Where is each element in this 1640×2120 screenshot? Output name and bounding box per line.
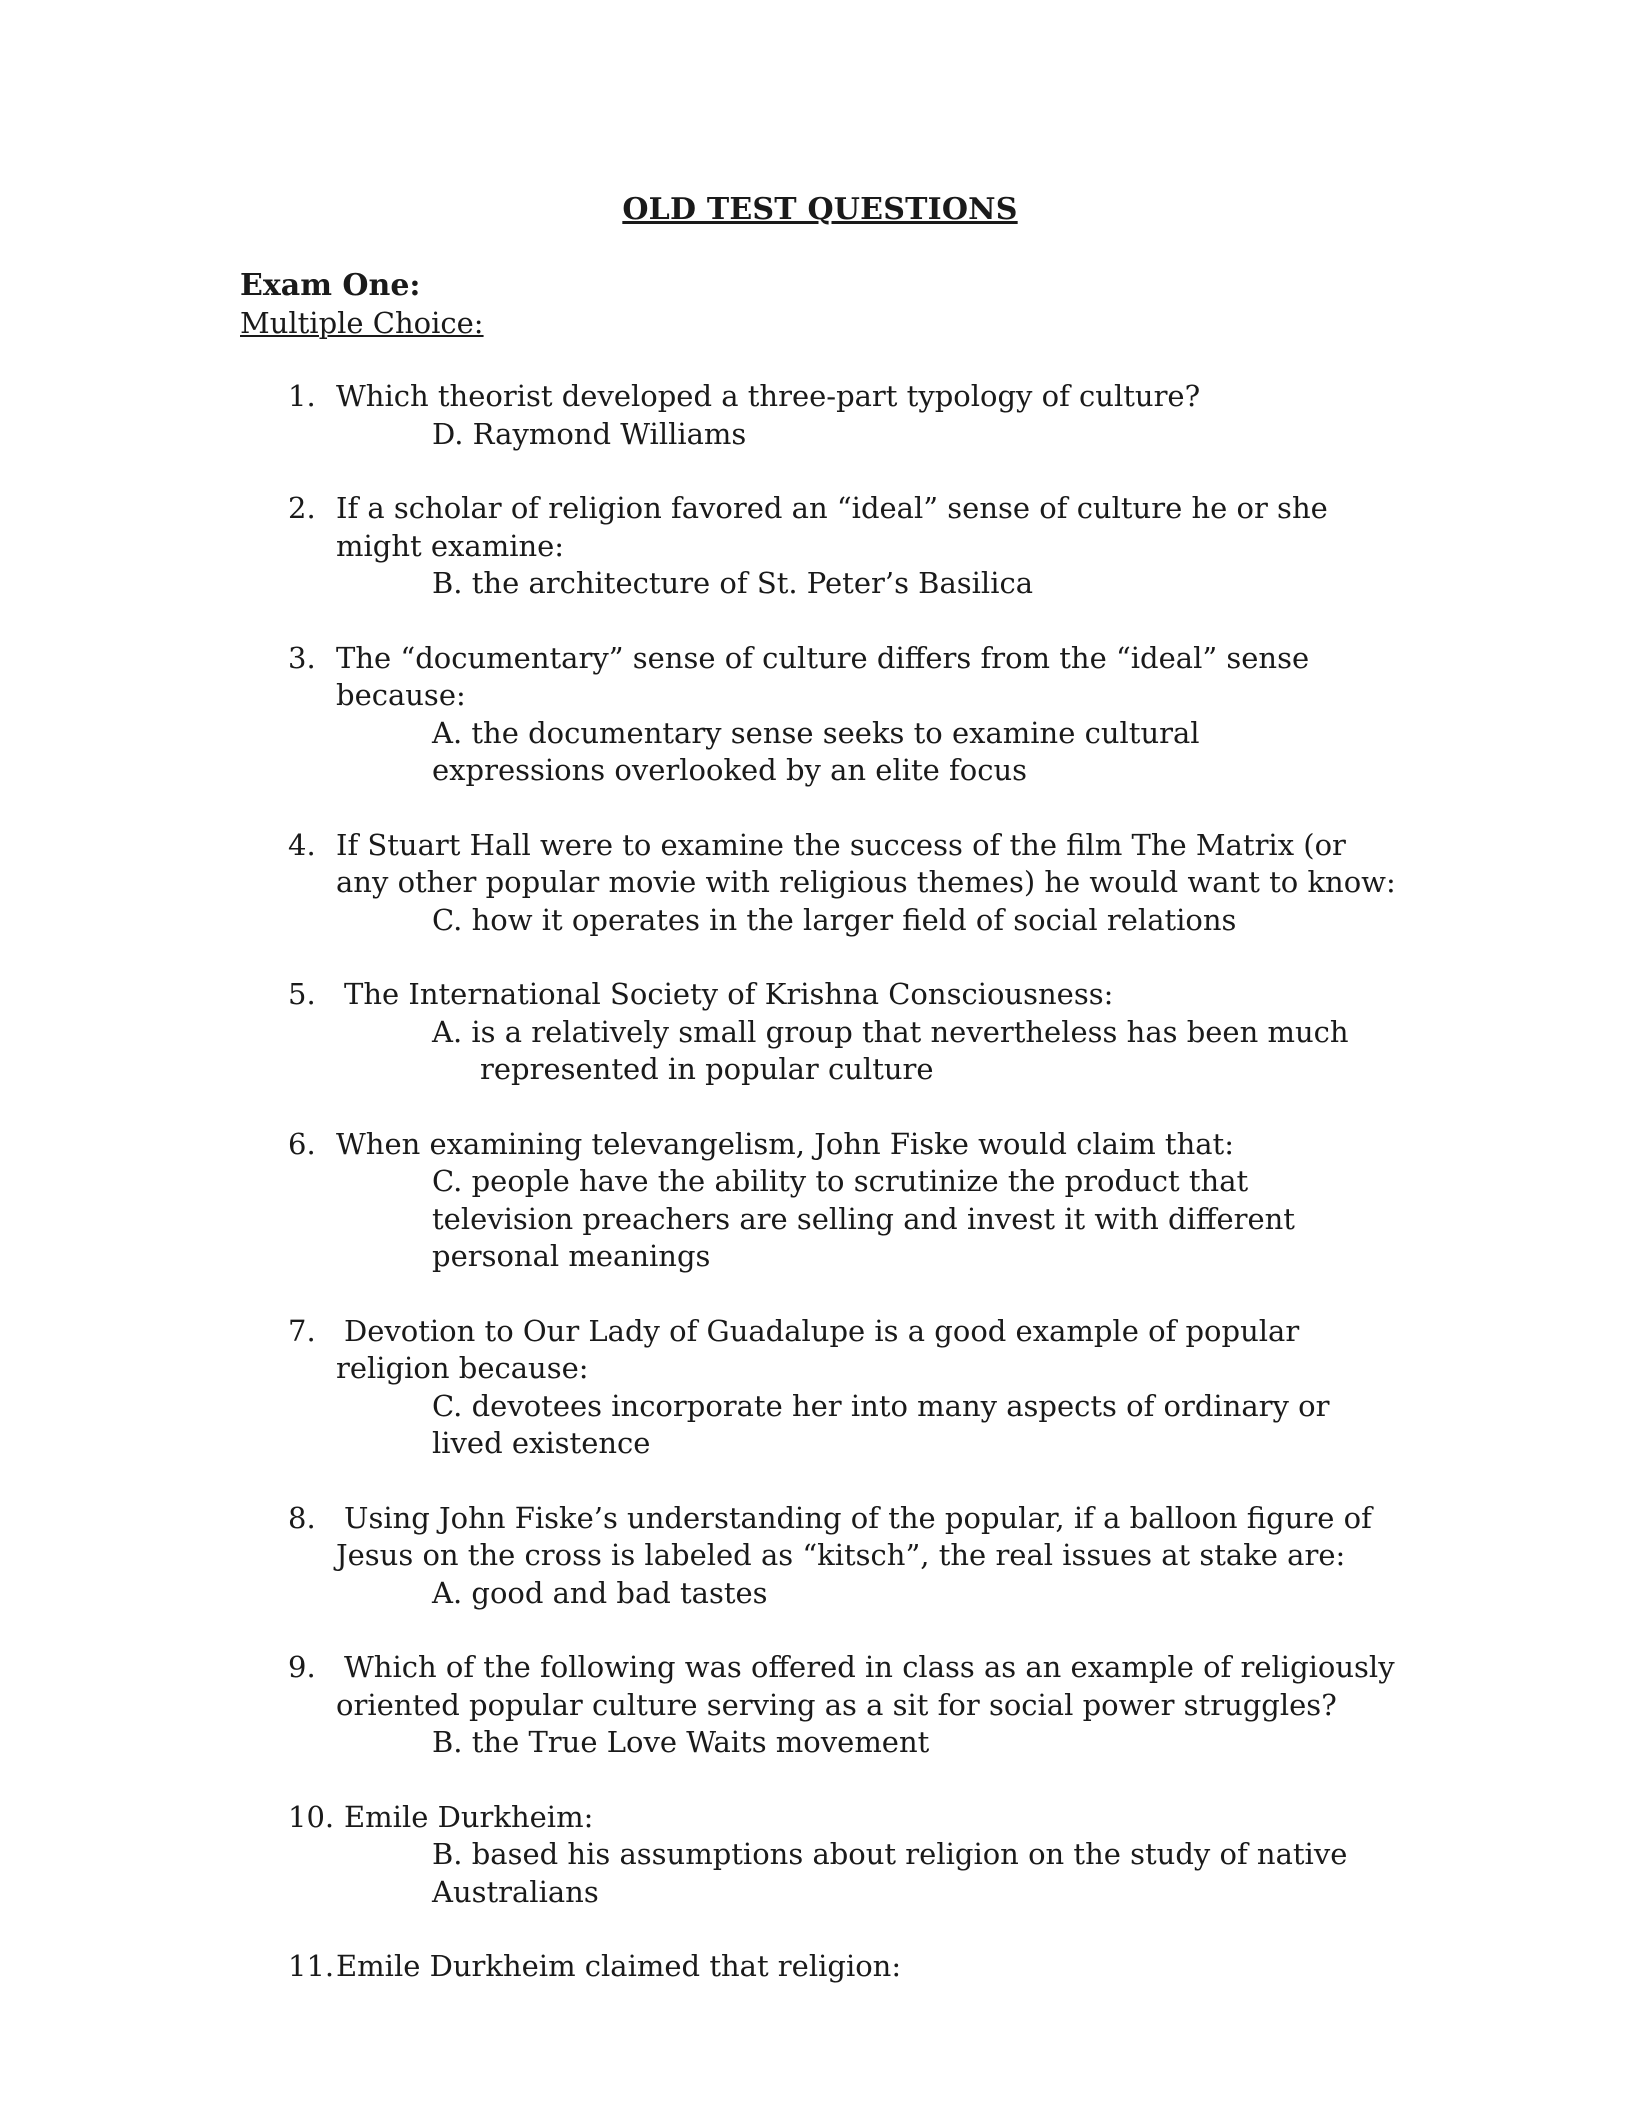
question-number: 7.: [288, 1313, 316, 1348]
question-text: Which theorist developed a three-part typology of culture?: [336, 379, 1201, 413]
question-answer: B. based his assumptions about religion on the study of native Australians: [432, 1837, 1348, 1909]
question-text: Emile Durkheim claimed that religion:: [336, 1949, 902, 1983]
question-item: [0, 640, 1640, 790]
question-item: [0, 827, 1640, 940]
question-answer: A. the documentary sense seeks to examine cultural expressions overlooked by an elite focus: [432, 715, 1200, 787]
question-text: Emile Durkheim:: [344, 1799, 594, 1834]
question-text: Devotion to Our Lady of Guadalupe is a good example of popular religion because:: [336, 1313, 1300, 1385]
question-item: [0, 490, 1640, 603]
question-number: 8.: [288, 1500, 316, 1535]
question-answer: B. the True Love Waits movement: [432, 1725, 930, 1759]
question-number: 5.: [288, 977, 316, 1011]
question-text: Using John Fiske’s understanding of the popular, if a balloon figure of Jesus on the cross is labeled as “kitsch”, the real issues at stake are:: [336, 1500, 1372, 1572]
question-answer: A. good and bad tastes: [432, 1575, 768, 1610]
question-item: [0, 1799, 1640, 1912]
exam-heading: Exam One:: [240, 268, 421, 303]
question-number: 10.: [288, 1799, 335, 1834]
question-answer: D. Raymond Williams: [432, 416, 747, 451]
page-title: OLD TEST QUESTIONS: [622, 192, 1018, 227]
question-number: 11.: [288, 1949, 335, 1983]
question-answer: B. the architecture of St. Peter’s Basilica: [432, 566, 1034, 600]
question-number: 2.: [288, 491, 316, 525]
question-text: The “documentary” sense of culture differs from the “ideal” sense because:: [336, 640, 1310, 712]
question-item: [0, 1948, 1640, 1986]
question-list: [0, 378, 1640, 2023]
question-item: [0, 976, 1640, 1089]
question-answer: C. how it operates in the larger field of social relations: [432, 902, 1237, 937]
question-item: [0, 1500, 1640, 1613]
question-answer: C. devotees incorporate her into many aspects of ordinary or lived existence: [432, 1388, 1330, 1460]
question-number: 9.: [288, 1650, 316, 1684]
question-text: Which of the following was offered in class as an example of religiously oriented popular culture serving as a sit for social power struggles?: [336, 1650, 1395, 1722]
question-text: The International Society of Krishna Consciousness:: [344, 977, 1114, 1011]
question-text: If a scholar of religion favored an “ideal” sense of culture he or she might examine:: [336, 491, 1328, 563]
question-number: 1.: [288, 379, 316, 413]
question-item: [0, 1126, 1640, 1276]
question-number: 3.: [288, 640, 316, 675]
question-item: [0, 1313, 1640, 1463]
question-number: 4.: [288, 827, 316, 862]
question-item: [0, 378, 1640, 453]
question-text: If Stuart Hall were to examine the success of the film The Matrix (or any other popular movie with religious themes) he would want to know:: [336, 827, 1396, 899]
question-item: [0, 1649, 1640, 1762]
question-number: 6.: [288, 1126, 316, 1161]
section-heading: Multiple Choice:: [240, 306, 484, 340]
question-answer: C. people have the ability to scrutinize the product that television preachers are selling and invest it with different personal meanings: [432, 1164, 1295, 1273]
question-text: When examining televangelism, John Fiske would claim that:: [336, 1126, 1234, 1161]
question-answer: A. is a relatively small group that nevertheless has been much represented in popular culture: [432, 1014, 1349, 1086]
